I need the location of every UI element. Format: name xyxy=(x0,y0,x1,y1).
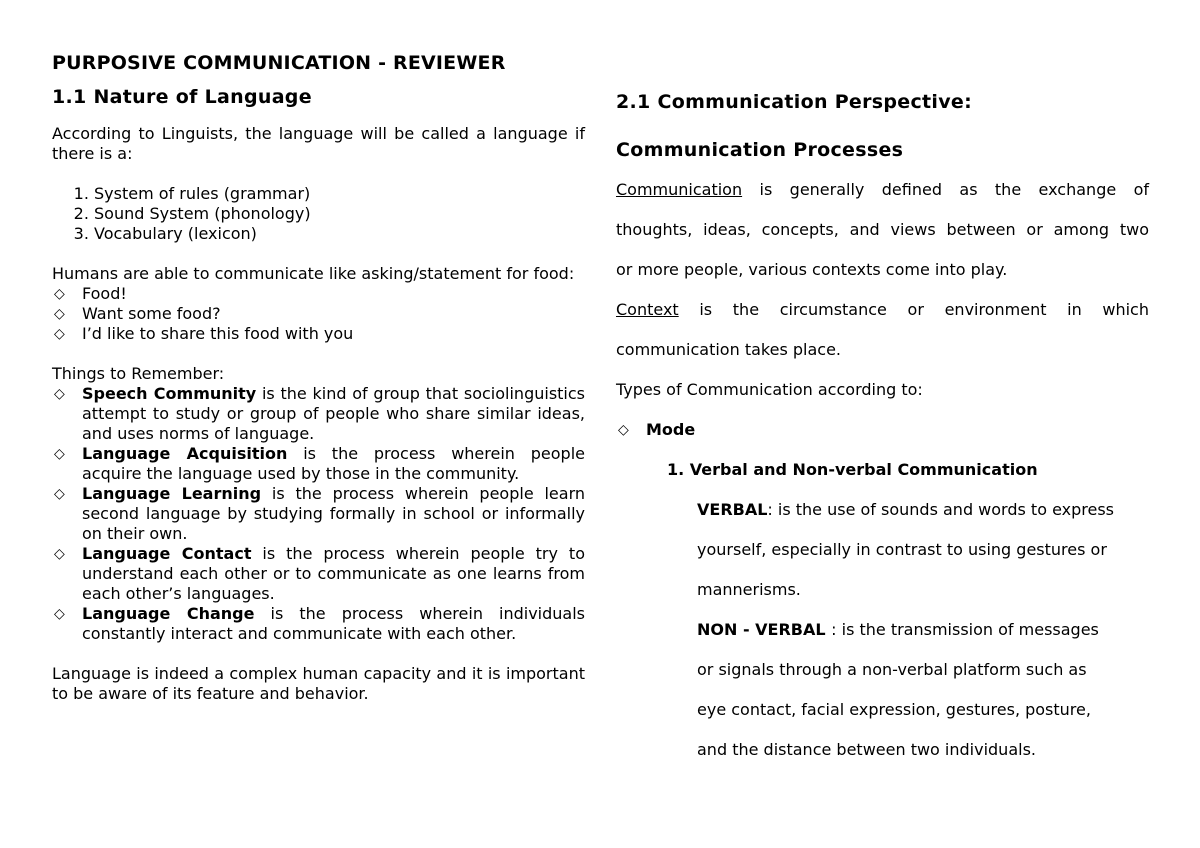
term-definition: is the process wherein people acquire the language used by those in the community. xyxy=(82,444,585,483)
context-definition-line: Context is the circumstance or environment in which xyxy=(616,300,1149,319)
communication-term: Communication xyxy=(616,180,743,199)
language-rules-list xyxy=(52,184,585,244)
communication-definition-line: Communication is generally defined as the exchange of xyxy=(616,180,1149,199)
communication-definition-line: thoughts, ideas, concepts, and views between or among two xyxy=(616,220,1149,239)
nonverbal-term: NON - VERBAL xyxy=(697,620,832,639)
diamond-outline-icon: ◇ xyxy=(54,386,65,402)
communication-definition-line: or more people, various contexts come into play. xyxy=(616,260,1008,279)
verbal-definition-line: yourself, especially in contrast to using gestures or xyxy=(697,540,1107,559)
closing-paragraph: Language is indeed a complex human capacity and it is important to be aware of its feature and behavior. xyxy=(52,664,585,703)
verbal-term: VERBAL xyxy=(697,500,768,519)
term-item-language-learning xyxy=(52,484,585,544)
term-label: Language Acquisition xyxy=(82,444,288,463)
list-item: 2. Sound System (phonology) xyxy=(94,204,585,224)
list-item: ◇ I’d like to share this food with you xyxy=(54,324,354,343)
list-item: ◇ Food! xyxy=(54,284,127,303)
list-item: ◇ Want some food? xyxy=(54,304,221,323)
things-to-remember-label: Things to Remember: xyxy=(52,364,225,383)
term-item-language-contact xyxy=(52,544,585,604)
nonverbal-definition-line: eye contact, facial expression, gestures, posture, xyxy=(697,700,1091,719)
nonverbal-definition-line: or signals through a non-verbal platform such as xyxy=(697,660,1087,679)
context-definition-line: communication takes place. xyxy=(616,340,841,359)
left-column xyxy=(52,50,585,704)
diamond-outline-icon: ◇ xyxy=(54,286,65,302)
terms-list xyxy=(52,384,585,644)
diamond-outline-icon: ◇ xyxy=(54,546,65,562)
document-title: PURPOSIVE COMMUNICATION - REVIEWER xyxy=(52,52,506,74)
list-item: 3. Vocabulary (lexicon) xyxy=(94,224,585,244)
nonverbal-definition-line: and the distance between two individuals. xyxy=(697,740,1036,759)
intro-paragraph: According to Linguists, the language will be called a language if there is a: xyxy=(52,124,585,163)
term-label: Speech Community xyxy=(82,384,257,403)
term-item-language-change xyxy=(52,604,585,644)
term-definition: is the kind of group that sociolinguistics attempt to study or group of people who share similar ideas, and uses norms of language. xyxy=(82,384,586,443)
diamond-outline-icon: ◇ xyxy=(54,306,65,322)
term-definition: is the process wherein individuals constantly interact and communicate with each other. xyxy=(82,604,585,643)
diamond-outline-icon: ◇ xyxy=(54,326,65,342)
food-examples-list xyxy=(52,284,585,344)
term-definition: is the process wherein people learn second language by studying formally in school or informally on their own. xyxy=(82,484,586,543)
term-label: Language Learning xyxy=(82,484,262,503)
humans-paragraph: Humans are able to communicate like asking/statement for food: xyxy=(52,264,575,283)
term-item-language-acquisition xyxy=(52,444,585,484)
list-item: 1. System of rules (grammar) xyxy=(94,184,585,204)
term-label: Language Contact xyxy=(82,544,252,563)
verbal-definition-line: VERBAL: is the use of sounds and words to express xyxy=(697,500,1115,519)
term-definition: is the process wherein people try to understand each other or to communicate as one learns from each other’s languages. xyxy=(82,544,585,603)
section-heading-communication-perspective: 2.1 Communication Perspective: xyxy=(616,91,973,113)
diamond-outline-icon: ◇ xyxy=(54,606,65,622)
diamond-outline-icon: ◇ xyxy=(54,486,65,502)
section-heading-communication-processes: Communication Processes xyxy=(616,139,904,161)
context-term: Context xyxy=(616,300,679,319)
types-label: Types of Communication according to: xyxy=(616,380,923,399)
nonverbal-definition-line: NON - VERBAL : is the transmission of messages xyxy=(697,620,1099,639)
right-column xyxy=(616,88,1149,770)
verbal-definition-line: mannerisms. xyxy=(697,580,801,599)
term-label: Language Change xyxy=(82,604,255,623)
mode-item: ◇ Mode xyxy=(616,410,1149,450)
diamond-outline-icon: ◇ xyxy=(54,446,65,462)
verbal-nonverbal-subheading: 1. Verbal and Non-verbal Communication xyxy=(667,460,1038,479)
diamond-outline-icon: ◇ xyxy=(618,422,629,438)
section-heading-nature-of-language: 1.1 Nature of Language xyxy=(52,86,312,108)
term-item-speech-community xyxy=(52,384,585,444)
